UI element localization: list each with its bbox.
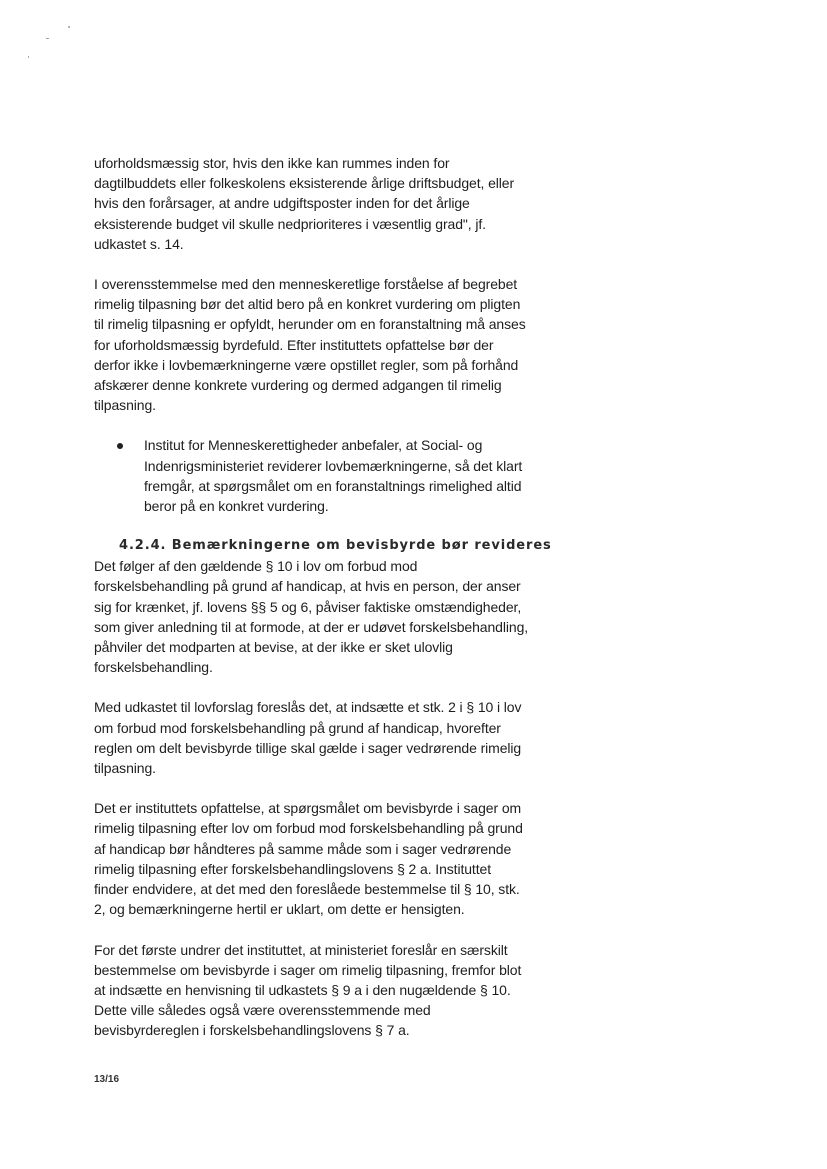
paragraph-for-det-foerste — [94, 940, 574, 1041]
text-line: Institut for Menneskerettigheder anbefaler, at Social- og — [144, 437, 483, 454]
text-line: reglen om delt bevisbyrde tillige skal gælde i sager vedrørende rimelig — [94, 739, 522, 756]
text-line: tilpasning. — [94, 760, 156, 777]
recommendation-bullet — [94, 435, 574, 516]
text-line: om forbud mod forskelsbehandling på grund af handicap, hvorefter — [94, 719, 501, 736]
text-line: beror på en konkret vurdering. — [144, 498, 329, 515]
scan-speck — [46, 38, 49, 39]
text-line: dagtilbuddets eller folkeskolens eksisterende årlige driftsbudget, eller — [94, 175, 515, 192]
document-body — [94, 153, 574, 1061]
text-line: sig for krænket, jf. lovens §§ 5 og 6, påviser faktiske omstændigheder, — [94, 598, 522, 615]
scan-speck — [68, 26, 70, 28]
text-line: som giver anledning til at formode, at der er udøvet forskelsbehandling, — [94, 618, 529, 635]
text-line: af handicap bør håndteres på samme måde som i sager vedrørende — [94, 840, 512, 857]
text-line: forskelsbehandling. — [94, 659, 213, 676]
text-line: for uforholdsmæssig byrdefuld. Efter instituttets opfattelse bør der — [94, 336, 494, 353]
text-line: bestemmelse om bevisbyrde i sager om rimelig tilpasning, fremfor blot — [94, 961, 522, 978]
text-line: tilpasning. — [94, 397, 156, 414]
text-line: hvis den forårsager, at andre udgiftsposter inden for det årlige — [94, 195, 470, 212]
text-line: bevisbyrdereglen i forskelsbehandlingslovens § 7 a. — [94, 1022, 410, 1039]
text-line: rimelig tilpasning efter lov om forbud mod forskelsbehandling på grund — [94, 820, 523, 837]
section-heading: 4.2.4. Bemærkningerne om bevisbyrde bør revideres — [119, 538, 552, 554]
text-line: For det første undrer det instituttet, at ministeriet foreslår en særskilt — [94, 941, 508, 958]
page-number: 13/16 — [94, 1074, 120, 1085]
text-line: I overensstemmelse med den menneskeretlige forståelse af begrebet — [94, 276, 518, 293]
bullet-icon — [117, 443, 123, 449]
text-line: rimelig tilpasning efter forskelsbehandlingslovens § 2 a. Instituttet — [94, 860, 491, 877]
text-line: eksisterende budget vil skulle nedprioriteres i væsentlig grad", jf. — [94, 215, 486, 232]
text-line: 2, og bemærkningerne hertil er uklart, om dette er hensigten. — [94, 901, 465, 918]
text-line: Det er instituttets opfattelse, at spørgsmålet om bevisbyrde i sager om — [94, 800, 522, 817]
text-line: at indsætte en henvisning til udkastets § 9 a i den nugældende § 10. — [94, 981, 511, 998]
paragraph-udkastet-lovforslag — [94, 697, 574, 778]
text-line: afskærer denne konkrete vurdering og dermed adgangen til rimelig — [94, 377, 502, 394]
text-line: Med udkastet til lovforslag foreslås det, at indsætte et stk. 2 i § 10 i lov — [94, 699, 522, 716]
text-line: Indenrigsministeriet reviderer lovbemærkningerne, så det klart — [144, 457, 523, 474]
text-line: uforholdsmæssig stor, hvis den ikke kan rummes inden for — [94, 155, 450, 171]
text-line: til rimelig tilpasning er opfyldt, herunder om en foranstaltning må anses — [94, 316, 526, 333]
paragraph-menneskeretlige-forstaaelse — [94, 274, 574, 415]
text-line: rimelig tilpasning bør det altid bero på en konkret vurdering om pligten — [94, 296, 521, 313]
scan-speck — [28, 56, 29, 58]
text-line: Dette ville således også være overensstemmende med — [94, 1002, 431, 1019]
paragraph-uforholdsmaessig — [94, 153, 574, 254]
paragraph-instituttets-opfattelse — [94, 798, 574, 919]
text-line: udkastet s. 14. — [94, 235, 184, 252]
text-line: finder endvidere, at det med den foreslåede bestemmelse til § 10, stk. — [94, 881, 520, 898]
text-line: forskelsbehandling på grund af handicap, at hvis en person, der anser — [94, 578, 521, 595]
text-line: derfor ikke i lovbemærkningerne være opstillet regler, som på forhånd — [94, 356, 519, 373]
text-line: fremgår, at spørgsmålet om en foranstaltnings rimelighed altid — [144, 477, 522, 494]
text-line: Det følger af den gældende § 10 i lov om forbud mod — [94, 558, 418, 575]
text-line: påhviler det modparten at bevise, at der ikke er sket ulovlig — [94, 639, 453, 656]
paragraph-gaeldende-paragraf-10 — [94, 556, 574, 677]
